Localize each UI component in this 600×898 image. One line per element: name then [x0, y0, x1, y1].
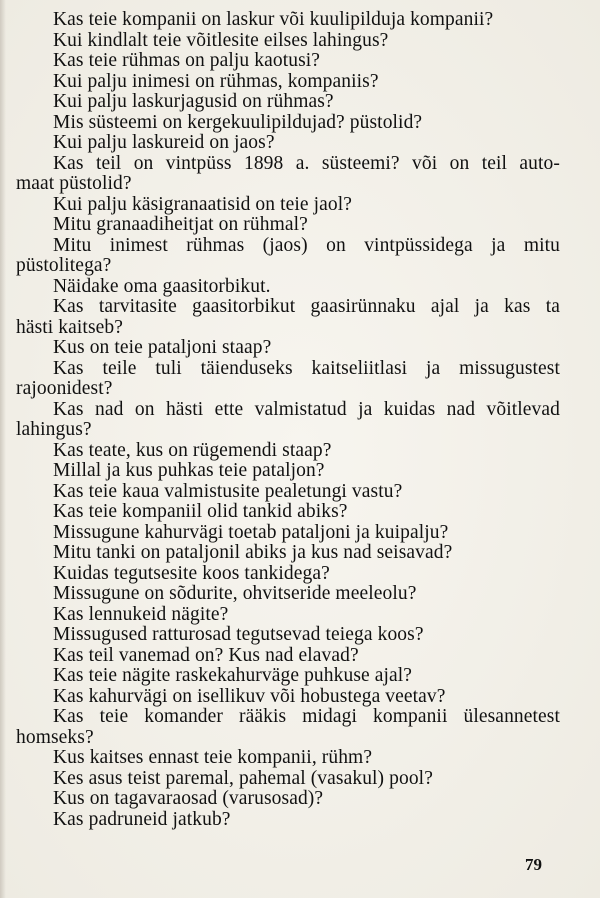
page-number: 79	[525, 855, 542, 874]
text-line: Kui kindlalt teie võitlesite eilses lahingus?	[53, 29, 389, 51]
text-line: Mitu inimest rühmas (jaos) on vintpüssidega ja mitu	[53, 234, 560, 256]
page-edge-shadow	[0, 0, 6, 898]
text-line: Millal ja kus puhkas teie pataljon?	[53, 460, 325, 481]
text-line: Mis süsteemi on kergekuulipildujad? püstolid?	[53, 111, 423, 133]
text-line: Näidake oma gaasitorbikut.	[53, 275, 271, 297]
text-line: Kas teile tuli täienduseks kaitseliitlasi ja missugustest	[53, 357, 560, 379]
text-line: Kui palju käsigranaatisid on teie jaol?	[53, 193, 353, 215]
text-line: Kas lennukeid nägite?	[53, 603, 229, 625]
text-line: Kas teie kompaniil olid tankid abiks?	[53, 501, 348, 522]
text-line: Kas teate, kus on rügemendi staap?	[53, 439, 332, 461]
text-line: Kas nad on hästi ette valmistatud ja kuidas nad võitlevad	[53, 398, 560, 420]
question-list	[16, 10, 560, 830]
text-line: Kui palju laskurjagusid on rühmas?	[53, 91, 334, 112]
text-line: Kas teie kompanii on laskur või kuulipilduja kompanii?	[53, 9, 494, 30]
text-line: Kas teie rühmas on palju kaotusi?	[53, 50, 321, 71]
text-line: Missugused ratturosad tegutsevad teiega koos?	[53, 624, 424, 645]
text-line: Kui palju laskureid on jaos?	[53, 132, 275, 153]
text-line: Kus on tagavaraosad (varusosad)?	[53, 788, 324, 809]
text-line: rajoonidest?	[16, 378, 113, 399]
text-line: Kas kahurvägi on isellikuv või hobustega veetav?	[53, 685, 446, 707]
text-line: Kus on teie pataljoni staap?	[53, 337, 272, 358]
text-line: Kas teie nägite raskekahurväge puhkuse ajal?	[53, 665, 413, 686]
text-line: maat püstolid?	[16, 173, 132, 194]
text-line: Kas tarvitasite gaasitorbikut gaasirünnaku ajal ja kas ta	[53, 296, 560, 317]
text-line: Kes asus teist paremal, pahemal (vasakul) pool?	[53, 767, 433, 789]
text-line: Kas teil on vintpüss 1898 a. süsteemi? või on teil auto-	[53, 152, 560, 174]
text-line: Mitu tanki on pataljonil abiks ja kus nad seisavad?	[53, 542, 453, 563]
text-line: Kas teie komander rääkis midagi kompanii ülesannetest	[53, 706, 560, 727]
text-line: lahingus?	[16, 419, 92, 440]
text-line: Kui palju inimesi on rühmas, kompaniis?	[53, 70, 379, 92]
text-line: Kas padruneid jatkub?	[53, 808, 231, 830]
text-line: Missugune on sõdurite, ohvitseride meeleolu?	[53, 583, 417, 604]
text-line: Mitu granaadiheitjat on rühmal?	[53, 214, 308, 235]
text-line: Kas teie kaua valmistusite pealetungi vastu?	[53, 480, 403, 502]
text-line: püstolitega?	[16, 255, 112, 276]
text-line: Missugune kahurvägi toetab pataljoni ja kuipalju?	[53, 521, 449, 543]
text-line: homseks?	[16, 726, 94, 748]
text-line: hästi kaitseb?	[16, 316, 123, 338]
text-line: Kus kaitses ennast teie kompanii, rühm?	[53, 747, 373, 768]
text-line: Kuidas tegutsesite koos tankidega?	[53, 562, 330, 584]
text-line: Kas teil vanemad on? Kus nad elavad?	[53, 644, 359, 666]
